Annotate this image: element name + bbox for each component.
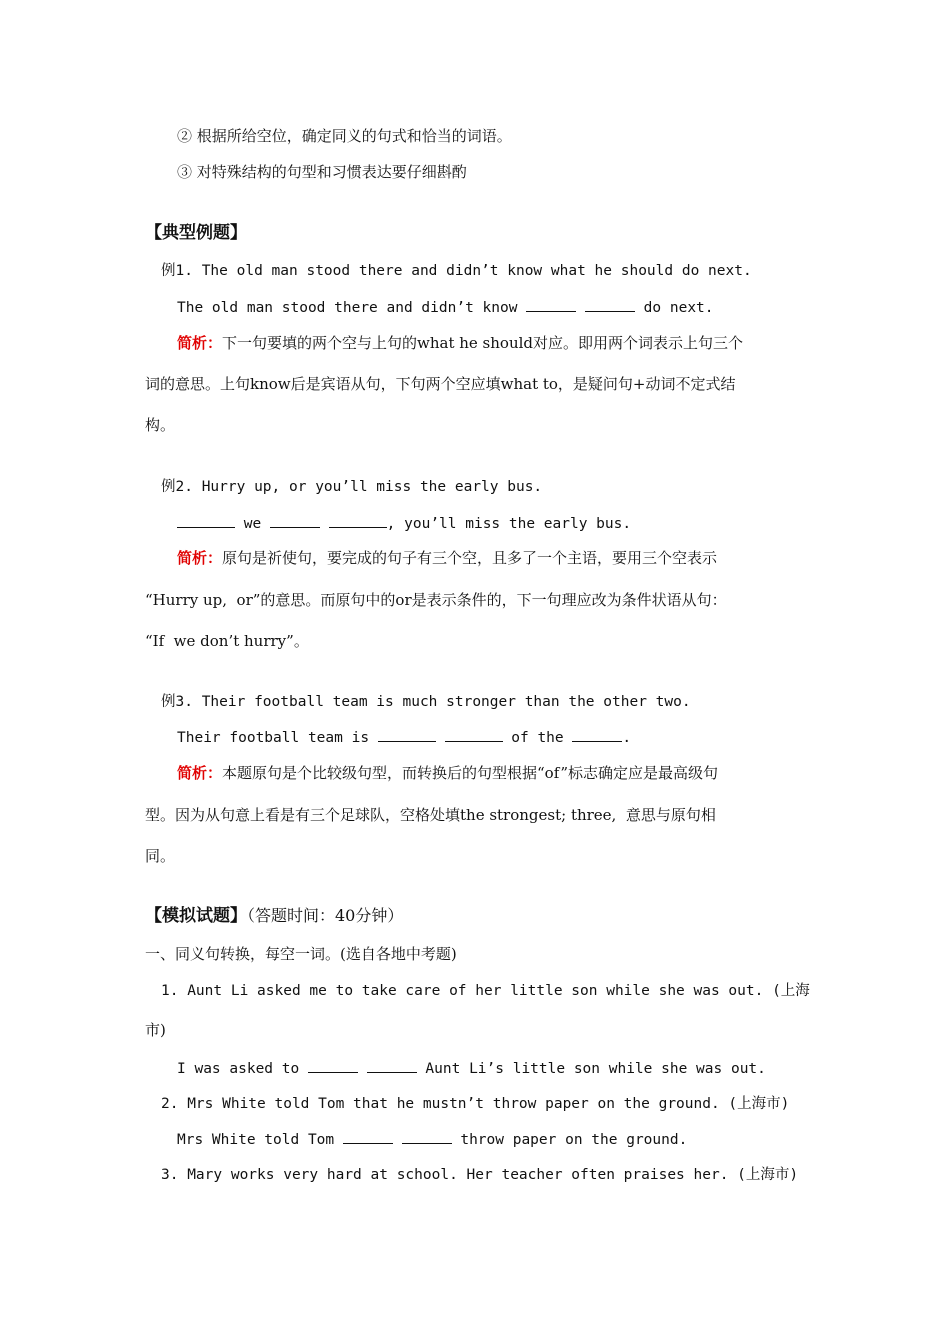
example-3-analysis-line-1: 简析：本题原句是个比较级句型，而转换后的句型根据“of”标志确定应是最高级句	[177, 764, 719, 782]
example-2-original: 例2. Hurry up, or you’ll miss the early bus.	[161, 479, 543, 495]
mock-time: （答题时间：40分钟）	[247, 906, 404, 925]
answer-blank[interactable]	[308, 1058, 358, 1073]
example-2-rewrite: we , you’ll miss the early bus.	[177, 513, 631, 534]
question-2-rewrite: Mrs White told Tom throw paper on the ground.	[177, 1129, 687, 1150]
example-1-analysis-line-2: 词的意思。上句know后是宾语从句，下句两个空应填what to，是疑问句+动词不定式结	[145, 375, 736, 393]
example-1-number: 例1.	[161, 263, 193, 279]
analysis-label: 简析：	[177, 549, 223, 567]
analysis-label: 简析：	[177, 764, 223, 782]
answer-blank[interactable]	[177, 513, 235, 528]
answer-blank[interactable]	[526, 297, 576, 312]
example-1-original: 例1. The old man stood there and didn’t know what he should do next.	[161, 263, 752, 279]
example-2-analysis-line-3: “If we don’t hurry”。	[145, 632, 309, 650]
question-1-line-2: 市)	[145, 1021, 166, 1039]
answer-blank[interactable]	[343, 1129, 393, 1144]
example-1-analysis-line-1: 简析：下一句要填的两个空与上句的what he should对应。即用两个词表示上句三个	[177, 334, 744, 352]
examples-heading: 【典型例题】	[145, 223, 247, 243]
answer-blank[interactable]	[572, 727, 622, 742]
section-title: 一、同义句转换，每空一词。(选自各地中考题)	[145, 945, 457, 963]
example-2-analysis-line-2: “Hurry up, or”的意思。而原句中的or是表示条件的，下一句理应改为条件状语从句：	[145, 591, 727, 609]
example-1-rewrite: The old man stood there and didn’t know do next.	[177, 297, 714, 318]
answer-blank[interactable]	[585, 297, 635, 312]
example-2-analysis-line-1: 简析：原句是祈使句，要完成的句子有三个空，且多了一个主语，要用三个空表示	[177, 549, 718, 567]
example-3-analysis-line-2: 型。因为从句意上看是有三个足球队，空格处填the strongest; three, 意思与原句相	[145, 806, 716, 824]
mock-heading-line	[145, 906, 403, 926]
question-3-line-1: 3. Mary works very hard at school. Her teacher often praises her. (上海市)	[161, 1167, 799, 1183]
example-1-analysis-line-3: 构。	[145, 416, 176, 434]
example-3-original: 例3. Their football team is much stronger than the other two.	[161, 694, 691, 710]
intro-item-2: ② 根据所给空位，确定同义的句式和恰当的词语。	[177, 127, 512, 145]
question-2-line-1: 2. Mrs White told Tom that he mustn’t throw paper on the ground. (上海市)	[161, 1096, 790, 1112]
analysis-label: 简析：	[177, 334, 223, 352]
answer-blank[interactable]	[445, 727, 503, 742]
example-3-number: 例3.	[161, 694, 193, 710]
answer-blank[interactable]	[378, 727, 436, 742]
example-3-rewrite: Their football team is of the .	[177, 727, 631, 748]
answer-blank[interactable]	[329, 513, 387, 528]
question-1-line-1: 1. Aunt Li asked me to take care of her little son while she was out. (上海	[161, 983, 810, 999]
answer-blank[interactable]	[367, 1058, 417, 1073]
example-2-number: 例2.	[161, 479, 193, 495]
mock-heading: 【模拟试题】	[145, 906, 247, 926]
question-1-rewrite: I was asked to Aunt Li’s little son while she was out.	[177, 1058, 766, 1079]
intro-item-3: ③ 对特殊结构的句型和习惯表达要仔细斟酌	[177, 163, 467, 181]
example-3-analysis-line-3: 同。	[145, 847, 176, 865]
answer-blank[interactable]	[270, 513, 320, 528]
answer-blank[interactable]	[402, 1129, 452, 1144]
